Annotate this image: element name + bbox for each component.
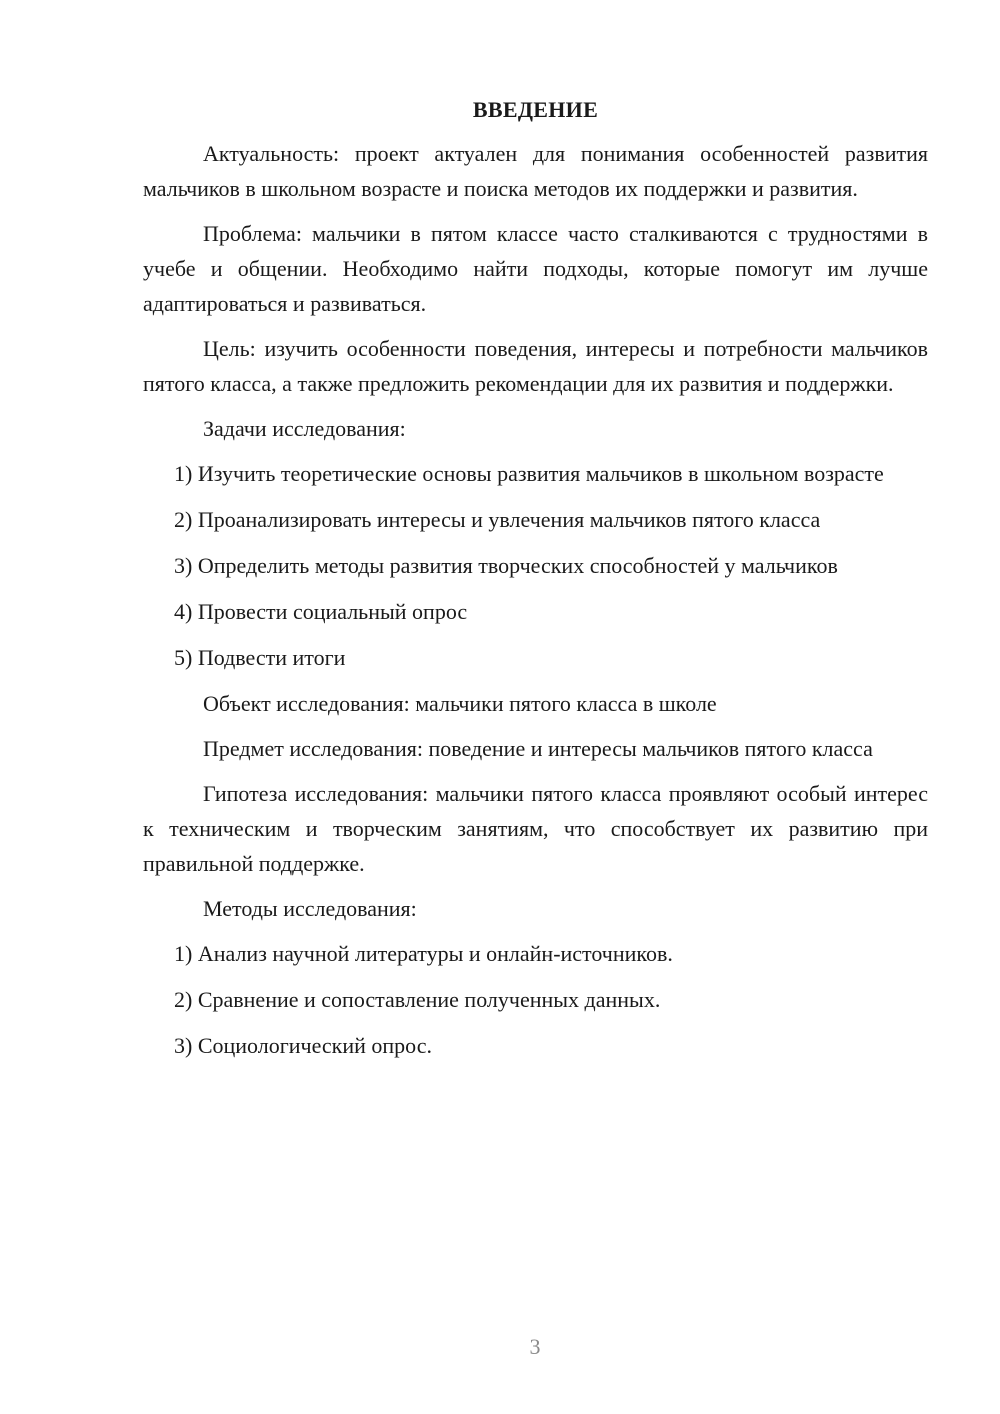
page-number: 3 xyxy=(529,1334,541,1359)
method-item: 1) Анализ научной литературы и онлайн-источников. xyxy=(174,941,673,966)
relevance-paragraph: Актуальность: проект актуален для понимания особенностей развития мальчиков в школьном возрасте и поиска методов их поддержки и развития. xyxy=(143,141,928,201)
method-item: 2) Сравнение и сопоставление полученных данных. xyxy=(174,987,661,1012)
task-item: 2) Проанализировать интересы и увлечения мальчиков пятого класса xyxy=(174,507,821,532)
task-item: 1) Изучить теоретические основы развития мальчиков в школьном возрасте xyxy=(174,461,884,486)
page-content xyxy=(143,92,928,1074)
section-title: ВВЕДЕНИЕ xyxy=(472,97,599,122)
task-item: 4) Провести социальный опрос xyxy=(174,599,468,624)
hypothesis-paragraph: Гипотеза исследования: мальчики пятого класса проявляют особый интерес к техническим и творческим занятиям, что способствует их развитию при правильной поддержке. xyxy=(143,781,928,876)
goal-paragraph: Цель: изучить особенности поведения, интересы и потребности мальчиков пятого класса, а также предложить рекомендации для их развития и поддержки. xyxy=(143,336,928,396)
methods-heading: Методы исследования: xyxy=(203,896,417,921)
subject-paragraph: Предмет исследования: поведение и интересы мальчиков пятого класса xyxy=(203,736,873,761)
tasks-heading: Задачи исследования: xyxy=(203,416,406,441)
method-item: 3) Социологический опрос. xyxy=(174,1033,432,1058)
object-paragraph: Объект исследования: мальчики пятого класса в школе xyxy=(203,691,717,716)
task-item: 3) Определить методы развития творческих способностей у мальчиков xyxy=(174,553,838,578)
task-item: 5) Подвести итоги xyxy=(174,645,346,670)
problem-paragraph: Проблема: мальчики в пятом классе часто сталкиваются с трудностями в учебе и общении. Необходимо найти подходы, которые помогут им лучше адаптироваться и развиваться. xyxy=(143,221,928,316)
